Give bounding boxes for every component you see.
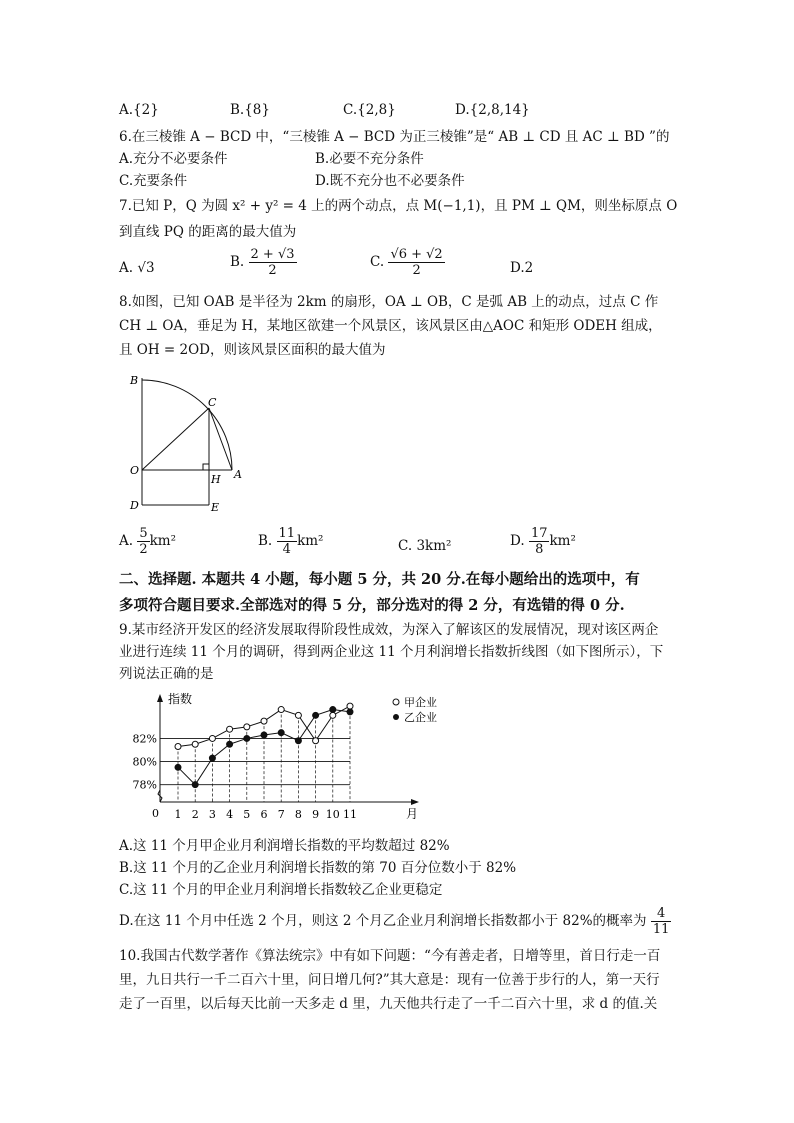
- q9-option-c: C.这 11 个月的甲企业月利润增长指数较乙企业更稳定: [119, 882, 443, 898]
- q6-stem: 6.在三棱锥 A − BCD 中，“三棱锥 A − BCD 为正三棱锥”是“ AB ⊥ CD 且 AC ⊥ BD ”的: [119, 129, 670, 145]
- q5-option-b: [230, 100, 270, 120]
- label-a: A: [234, 468, 242, 481]
- numerator: 11: [278, 526, 296, 541]
- label-b: B: [130, 374, 139, 387]
- q8-option-b: [258, 526, 323, 557]
- fraction: [249, 247, 297, 278]
- option-label: D.: [315, 173, 330, 189]
- option-text: 2: [524, 260, 534, 276]
- numerator: 2 + √3: [250, 247, 295, 262]
- q8-stem-line2: CH ⊥ OA，垂足为 H，某地区欲建一个风景区，该风景区由△AOC 和矩形 ODEH 组成，: [119, 318, 662, 334]
- label-o: O: [130, 464, 140, 477]
- jia-point-6: [261, 718, 267, 724]
- q8-stem-line3: 且 OH = 2OD，则该风景区面积的最大值为: [119, 342, 386, 358]
- x-tick-label: 5: [243, 808, 251, 821]
- q10-line3: 走了一百里，以后每天比前一天多走 d 里，九天他共行走了一千二百六十里，求 d 的值.关: [119, 996, 658, 1012]
- legend-label-yi: 乙企业: [404, 711, 437, 724]
- q8-option-a: [119, 526, 176, 557]
- unit: km²: [297, 533, 324, 549]
- option-label: C.: [370, 254, 385, 270]
- sector-figure: [118, 370, 253, 515]
- yi-point-8: [295, 738, 301, 744]
- legend-label-jia: 甲企业: [404, 696, 437, 709]
- q7-option-c: [370, 247, 445, 278]
- x-tick-label: 2: [191, 808, 199, 821]
- option-text: D.在这 11 个月中任选 2 个月，则这 2 个月乙企业月利润增长指数都小于 82%的概率为: [119, 913, 647, 929]
- x-tick-label: 8: [294, 808, 302, 821]
- jia-point-11: [347, 703, 353, 709]
- segment-ca: [209, 408, 232, 470]
- denominator: 4: [282, 542, 291, 557]
- denominator: 8: [535, 542, 544, 557]
- numerator: 4: [651, 906, 672, 922]
- option-text: 既不充分也不必要条件: [329, 173, 465, 189]
- q5-option-c: [343, 100, 396, 120]
- yi-point-5: [244, 735, 250, 741]
- x-tick-label: 9: [312, 808, 320, 821]
- q10-line1: 10.我国古代数学著作《算法统宗》中有如下问题：“今有善走者，日增等里，首日行走一百: [119, 948, 661, 964]
- option-label: B.: [230, 254, 245, 270]
- x-tick-label: 7: [277, 808, 285, 821]
- option-text: {2}: [133, 102, 159, 118]
- yi-point-9: [313, 712, 319, 718]
- denominator: 2: [412, 263, 421, 278]
- y-axis-label: 指数: [168, 692, 193, 706]
- yi-point-11: [347, 709, 353, 715]
- fraction: [277, 526, 298, 557]
- option-text: 充分不必要条件: [133, 151, 228, 167]
- label-e: E: [211, 501, 220, 514]
- x-tick-label: 10: [325, 808, 340, 821]
- q6-option-d: [315, 171, 465, 191]
- q8-option-d: [510, 526, 576, 557]
- label-c: C: [208, 396, 217, 409]
- numerator: 5: [139, 526, 148, 541]
- jia-point-10: [330, 712, 336, 718]
- option-label: B.: [258, 533, 273, 549]
- legend-marker-yi: [393, 714, 399, 720]
- yi-point-2: [192, 782, 198, 788]
- option-label: C.: [119, 173, 134, 189]
- option-text: {2,8,14}: [469, 102, 530, 118]
- fraction: [388, 247, 444, 278]
- yi-point-6: [261, 732, 267, 738]
- jia-point-1: [175, 744, 181, 750]
- label-d: D: [130, 499, 139, 512]
- y-axis-arrow: [157, 694, 163, 702]
- q5-option-d: [455, 100, 530, 120]
- option-label: B.: [230, 102, 245, 118]
- fraction: [529, 526, 550, 557]
- option-label: A.: [119, 260, 134, 276]
- option-text: 3km²: [416, 538, 452, 554]
- option-label: A.: [119, 533, 134, 549]
- y-tick-label: 82%: [132, 732, 157, 746]
- jia-point-5: [244, 724, 250, 730]
- unit: km²: [549, 533, 576, 549]
- option-text: 必要不充分条件: [329, 151, 424, 167]
- x-tick-label: 4: [226, 808, 234, 821]
- right-angle-mark: [203, 464, 209, 470]
- jia-point-4: [227, 726, 233, 732]
- q9-stem-line2: 业进行连续 11 个月的调研，得到两企业这 11 个月利润增长指数折线图（如下图所示），下: [119, 644, 664, 660]
- option-label: D.: [455, 102, 470, 118]
- label-h: H: [211, 473, 221, 486]
- option-label: C.: [343, 102, 358, 118]
- x-tick-label: 1: [174, 808, 182, 821]
- q9-option-b: B.这 11 个月的乙企业月利润增长指数的第 70 百分位数小于 82%: [119, 860, 517, 876]
- q8-option-c: [398, 536, 451, 556]
- line-chart: [130, 690, 450, 825]
- fraction: [651, 906, 672, 937]
- yi-point-10: [330, 707, 336, 713]
- denominator: 2: [268, 263, 277, 278]
- q9-stem-line3: 列说法正确的是: [119, 666, 214, 682]
- fraction: [137, 526, 149, 557]
- option-text: {2,8}: [357, 102, 396, 118]
- option-text: √3: [137, 260, 155, 276]
- option-text: {8}: [244, 102, 270, 118]
- option-label: A.: [119, 102, 134, 118]
- q6-option-c: [119, 171, 187, 191]
- q5-option-a: [119, 100, 159, 120]
- q9-stem-line1: 9.某市经济开发区的经济发展取得阶段性成效，为深入了解该区的发展情况，现对该区两企: [119, 622, 659, 638]
- y-tick-label: 78%: [132, 778, 157, 792]
- jia-point-7: [278, 707, 284, 713]
- jia-point-8: [295, 712, 301, 718]
- yi-point-3: [209, 755, 215, 761]
- x-axis-arrow: [411, 799, 419, 805]
- option-label: D.: [510, 260, 525, 276]
- denominator: 2: [139, 542, 148, 557]
- numerator: 17: [530, 526, 548, 541]
- q7-stem-line1: 7.已知 P，Q 为圆 x² + y² = 4 上的两个动点，点 M(−1,1)，且 PM ⊥ QM，则坐标原点 O: [119, 198, 678, 214]
- q7-option-a: [119, 258, 155, 278]
- origin-label: 0: [152, 807, 159, 820]
- option-label: A.: [119, 151, 134, 167]
- segment-oc: [142, 408, 209, 470]
- option-label: C.: [398, 538, 413, 554]
- q7-option-b: [230, 247, 297, 278]
- unit: km²: [149, 533, 177, 549]
- q9-option-d: [119, 906, 671, 937]
- x-tick-label: 3: [208, 808, 216, 821]
- x-tick-label: 6: [260, 808, 268, 821]
- x-tick-label: 11: [343, 808, 357, 821]
- q6-option-a: [119, 149, 228, 169]
- y-tick-label: 80%: [132, 755, 157, 769]
- jia-point-3: [209, 735, 215, 741]
- legend-marker-jia: [393, 699, 399, 705]
- arc-ab: [142, 380, 232, 470]
- jia-point-9: [313, 738, 319, 744]
- jia-point-2: [192, 741, 198, 747]
- yi-point-4: [227, 741, 233, 747]
- q7-stem-line2: 到直线 PQ 的距离的最大值为: [119, 224, 297, 240]
- option-text: 充要条件: [133, 173, 188, 189]
- denominator: 11: [652, 922, 670, 937]
- yi-point-7: [278, 730, 284, 736]
- q10-line2: 里，九日共行一千二百六十里，问日增几何?”其大意是：现有一位善于步行的人，第一天行: [119, 972, 660, 988]
- q7-option-d: [510, 258, 533, 278]
- section2-heading-line2: 多项符合题目要求.全部选对的得 5 分，部分选对的得 2 分，有选错的得 0 分.: [119, 597, 625, 614]
- q9-option-a: A.这 11 个月甲企业月利润增长指数的平均数超过 82%: [119, 838, 450, 854]
- numerator: √6 + √2: [390, 247, 443, 262]
- yi-point-1: [175, 764, 181, 770]
- q6-option-b: [315, 149, 424, 169]
- section2-heading-line1: 二、选择题. 本题共 4 小题，每小题 5 分，共 20 分.在每小题给出的选项中，有: [119, 571, 640, 588]
- q8-stem-line1: 8.如图，已知 OAB 是半径为 2km 的扇形，OA ⊥ OB，C 是弧 AB 上的动点，过点 C 作: [119, 294, 659, 310]
- option-label: D.: [510, 533, 525, 549]
- x-axis-label: 月: [406, 807, 419, 821]
- option-label: B.: [315, 151, 330, 167]
